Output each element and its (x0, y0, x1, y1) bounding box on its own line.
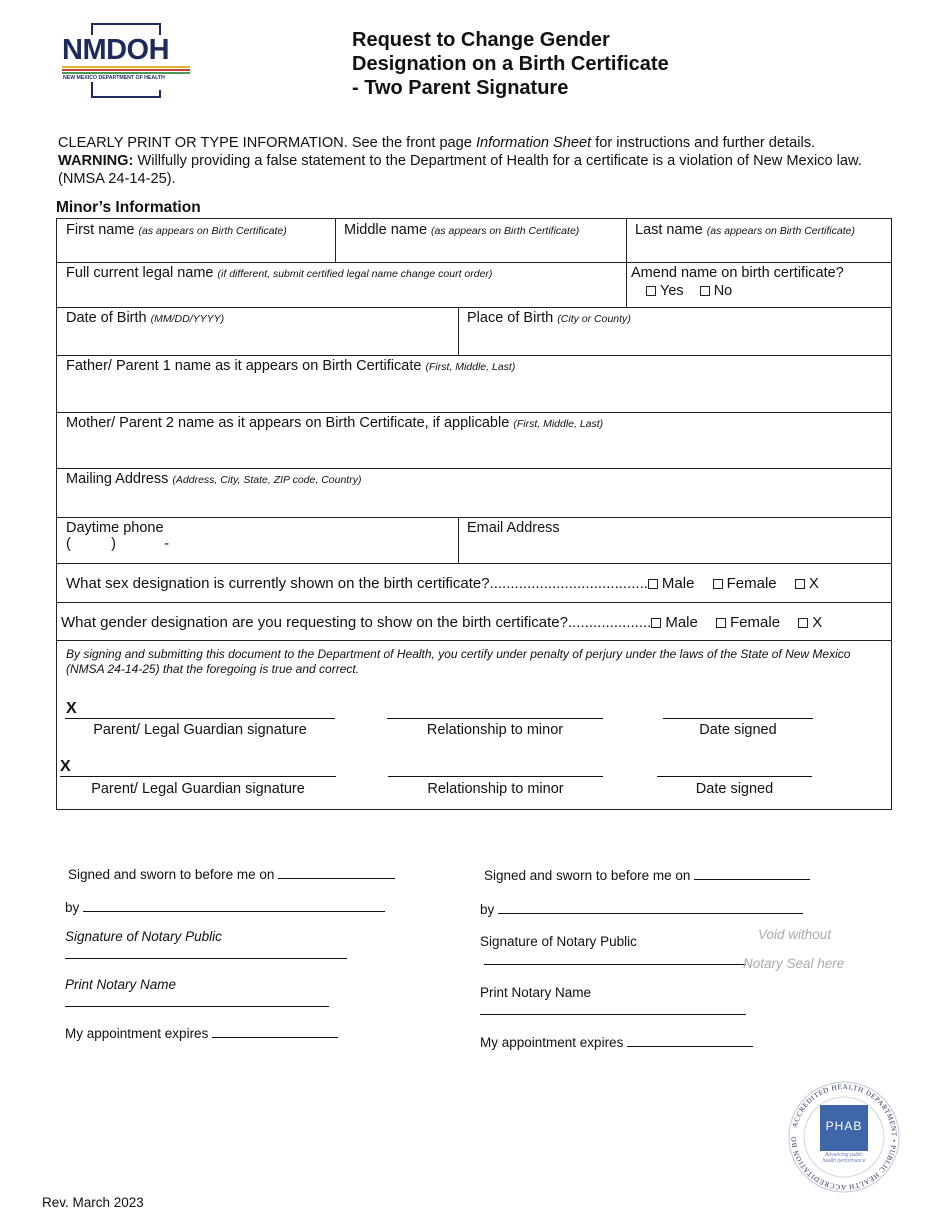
notary-left-by-label: by (65, 900, 80, 915)
signature-x-mark-1: X (66, 700, 77, 717)
minor-info-form (56, 218, 892, 810)
amend-name-field (626, 262, 891, 307)
current-x-label: X (808, 575, 819, 592)
notary-right-print-name-line[interactable] (480, 1014, 746, 1015)
amend-yes-label: Yes (660, 283, 684, 299)
mailing-address-label: Mailing Address (66, 471, 169, 487)
first-name-hint: (as appears on Birth Certificate) (138, 225, 287, 237)
middle-name-hint: (as appears on Birth Certificate) (431, 225, 580, 237)
requested-gender-question-text: What gender designation are you requesting to show on the birth certificate?.................... (61, 614, 652, 631)
parent1-signature-label: Parent/ Legal Guardian signature (93, 722, 307, 738)
parent1-relationship-line[interactable] (387, 718, 603, 719)
notary-right-signature-line[interactable] (484, 964, 746, 965)
phone-label: Daytime phone (66, 520, 164, 536)
current-female-option[interactable] (713, 575, 777, 592)
current-sex-question-text: What sex designation is currently shown on the birth certificate?...................................... (66, 575, 648, 592)
requested-gender-question (61, 614, 822, 631)
instructions-text-end: for instructions and further details. (591, 135, 816, 151)
current-x-checkbox[interactable] (795, 579, 805, 589)
current-female-checkbox[interactable] (713, 579, 723, 589)
notary-right-signature-label: Signature of Notary Public (480, 934, 637, 949)
phone-format: ( ) - (66, 536, 170, 552)
parent1-label: Father/ Parent 1 name as it appears on Birth Certificate (66, 358, 422, 374)
parent2-relationship-label: Relationship to minor (427, 781, 564, 797)
warning (58, 152, 888, 188)
requested-female-checkbox[interactable] (716, 618, 726, 628)
notary-right-by-label: by (480, 902, 495, 917)
last-name-field[interactable] (626, 219, 891, 262)
parent1-date-label: Date signed (699, 722, 777, 738)
current-male-option[interactable] (648, 575, 695, 592)
legal-name-field[interactable] (57, 262, 626, 307)
amend-no-label: No (713, 283, 733, 299)
seal-tagline: Advancing public health performance (822, 1152, 866, 1164)
first-name-label: First name (66, 222, 135, 238)
requested-x-checkbox[interactable] (798, 618, 808, 628)
signature-x-mark-2: X (60, 758, 71, 775)
void-notice-line-2: Notary Seal here (743, 956, 845, 971)
notary-right-print-name-label: Print Notary Name (480, 985, 592, 1000)
parent2-label: Mother/ Parent 2 name as it appears on Birth Certificate, if applicable (66, 415, 510, 431)
legal-name-label: Full current legal name (66, 265, 214, 281)
dob-hint: (MM/DD/YYYY) (150, 313, 225, 325)
notary-right-sworn[interactable] (484, 867, 810, 883)
parent2-date-label: Date signed (695, 781, 774, 797)
notary-left-print-name-label: Print Notary Name (65, 977, 177, 992)
parent1-date-line[interactable] (663, 718, 813, 719)
legal-name-hint: (if different, submit certified legal name change court order) (217, 268, 493, 280)
title-line-3: - Two Parent Signature (352, 77, 569, 99)
dob-label: Date of Birth (66, 310, 147, 326)
notary-right-sworn-label: Signed and sworn to before me on (484, 868, 691, 883)
notary-right-expires-label: My appointment expires (480, 1035, 624, 1050)
phab-accreditation-seal (786, 1080, 902, 1194)
amend-no-checkbox[interactable] (700, 286, 710, 296)
requested-male-checkbox[interactable] (651, 618, 661, 628)
parent2-relationship-line[interactable] (388, 776, 603, 777)
notary-left-expires-label: My appointment expires (65, 1026, 209, 1041)
mailing-address-hint: (Address, City, State, ZIP code, Country) (172, 474, 362, 486)
title-line-2: Designation on a Birth Certificate (352, 53, 669, 75)
page-title (352, 28, 669, 100)
email-label: Email Address (467, 520, 560, 536)
parent1-name-field[interactable] (57, 355, 891, 412)
parent1-hint: (First, Middle, Last) (425, 361, 516, 373)
section-title: Minor’s Information (56, 199, 201, 216)
parent2-signature-line[interactable] (60, 776, 336, 777)
certification-section (57, 640, 891, 810)
notary-left-sworn[interactable] (68, 866, 395, 882)
requested-x-option[interactable] (798, 614, 822, 631)
email-field[interactable] (458, 517, 891, 563)
parent2-signature-label: Parent/ Legal Guardian signature (91, 781, 305, 797)
dob-field[interactable] (57, 307, 458, 355)
nmdoh-logo (60, 22, 194, 100)
parent2-date-line[interactable] (657, 776, 812, 777)
logo-text: NMDOH (62, 34, 170, 66)
current-x-option[interactable] (795, 575, 819, 592)
pob-hint: (City or County) (557, 313, 631, 325)
amend-yes-checkbox[interactable] (646, 286, 656, 296)
mailing-address-field[interactable] (57, 468, 891, 517)
amend-name-label: Amend name on birth certificate? (631, 265, 844, 281)
void-notice-line-1: Void without (758, 927, 832, 942)
notary-right-by[interactable] (480, 901, 803, 917)
pob-label: Place of Birth (467, 310, 554, 326)
middle-name-label: Middle name (344, 222, 428, 238)
amend-yes-option[interactable] (646, 283, 684, 299)
instructions-line (58, 134, 888, 152)
seal-logo-box (820, 1105, 868, 1151)
last-name-label: Last name (635, 222, 703, 238)
seal-ring-text: ACCREDITED HEALTH DEPARTMENT • PUBLIC HEALTH ACCREDITATION BO (789, 1082, 899, 1192)
notary-left-signature-label: Signature of Notary Public (65, 929, 222, 944)
warning-text: Willfully providing a false statement to the Department of Health for a certificate is a violation of New Mexico law. (NMSA 24-14-25). (58, 153, 862, 187)
parent1-relationship-label: Relationship to minor (426, 722, 564, 738)
parent2-hint: (First, Middle, Last) (513, 418, 604, 430)
current-male-checkbox[interactable] (648, 579, 658, 589)
notary-left-sworn-label: Signed and sworn to before me on (68, 867, 275, 882)
revision-date: Rev. March 2023 (42, 1195, 144, 1210)
amend-no-option[interactable] (700, 283, 733, 299)
seal-abbr: PHAB (825, 1119, 863, 1133)
logo-subtext: NEW MEXICO DEPARTMENT OF HEALTH (63, 75, 165, 81)
first-name-field[interactable] (57, 219, 335, 262)
information-sheet-ref: Information Sheet (475, 135, 592, 151)
notary-left-expires[interactable] (65, 1025, 338, 1041)
requested-female-option[interactable] (716, 614, 780, 631)
certification-text: By signing and submitting this document to the Department of Health, you certify under penalty of perjury under the laws of the State of New Mexico (NMSA 24-14-25) that the foregoing is true and correct. (66, 647, 851, 676)
current-female-label: Female (726, 575, 777, 592)
notary-left-print-name-line[interactable] (65, 1006, 329, 1007)
requested-male-option[interactable] (651, 614, 698, 631)
notary-left-signature-line[interactable] (65, 958, 347, 959)
parent1-signature-line[interactable] (65, 718, 335, 719)
phone-field[interactable] (57, 517, 458, 563)
parent2-name-field[interactable] (57, 412, 891, 468)
requested-x-label: X (812, 614, 823, 631)
title-line-1: Request to Change Gender (352, 29, 610, 51)
instructions (58, 134, 888, 188)
pob-field[interactable] (458, 307, 891, 355)
middle-name-field[interactable] (335, 219, 626, 262)
requested-male-label: Male (665, 614, 698, 631)
notary-left-by[interactable] (65, 899, 385, 915)
current-male-label: Male (661, 575, 695, 592)
warning-label: WARNING: (58, 153, 134, 169)
instructions-text: CLEARLY PRINT OR TYPE INFORMATION. See the front page (58, 135, 476, 151)
last-name-hint: (as appears on Birth Certificate) (706, 225, 855, 237)
current-sex-question (66, 575, 819, 592)
notary-right-expires[interactable] (480, 1034, 753, 1050)
requested-female-label: Female (730, 614, 781, 631)
